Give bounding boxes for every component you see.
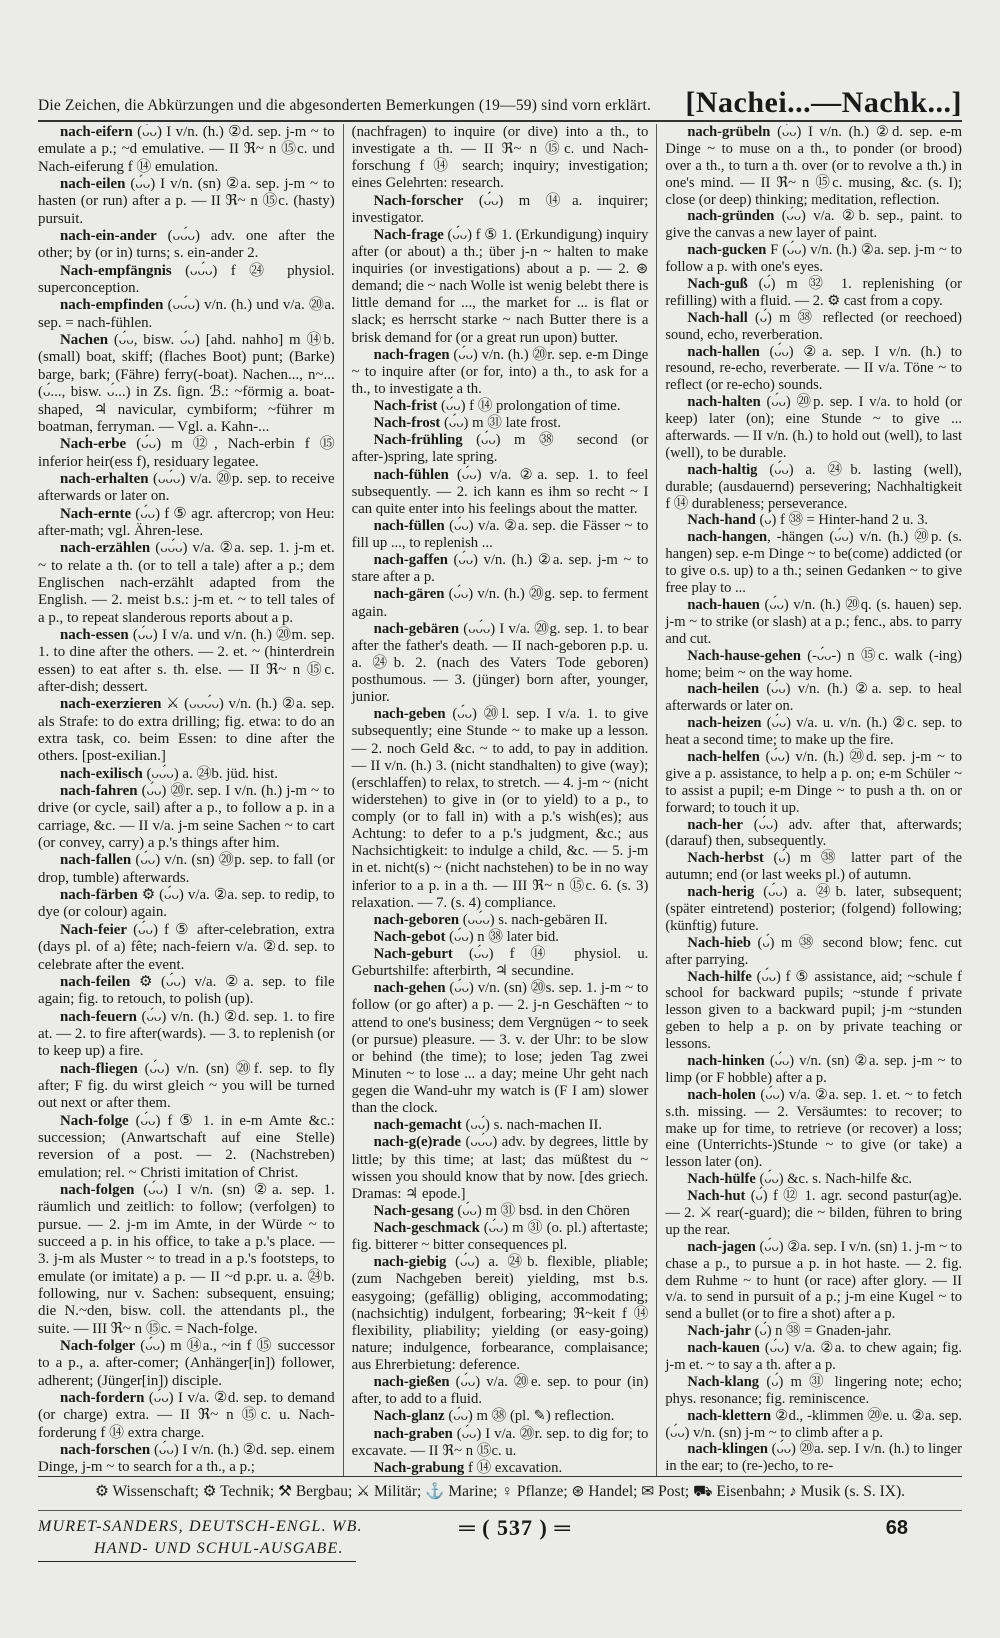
dictionary-entry [665,648,962,682]
dictionary-entry [38,766,335,783]
dictionary-entry [38,1442,335,1476]
dictionary-entry [352,980,649,1117]
entry-headword: Nach-frost [373,415,441,432]
entry-headword: nach-heizen [687,715,762,732]
dictionary-entry [665,1323,962,1340]
entry-definition: (ᴗᴗ́ᴗ) v/a. ②a. sep. 1. j-m et. ~ to relate a th. (or to tell a tale) after a p.; dem Englischen nach-erzählt adapted from the English. — 2. meist b.s.: j-m et. ~ to tell tales of a p., to repeat slanderous reports about a p. [38,540,335,626]
entry-definition: f ⑭ excavation. [464,1459,563,1476]
dictionary-entry [665,1171,962,1188]
entry-definition: (ᴗ́ᴗ) v/n. (h.) ⑳d. sep. j-m ~ to give a p. assistance, to help a p. on; e-m Schüler ~ to assist a pupil; e-m Dinge ~ to push a th. on or forward; to touch it up. [665,748,963,816]
entry-definition: (ᴗ́ᴗ) f ⑤ 1. (Erkundigung) inquiry after (or about) a th.; über j-n ~ halten to make inquiries (or investigations) about a p. — 2. ⊛ demand; die ~ nach Wolle ist wenig belebt there is little demand for ..., the market for ... is flat or slack; es herrscht starke ~ nach Butter there is a brisk demand for (or a great run upon) butter. [351,226,649,346]
entry-definition: (ᴗ́ᴗ) m ㊳ (pl. ✎) reflection. [444,1408,615,1425]
entry-definition: (ᴗ́ᴗ) f ⑭ prolongation of time. [437,398,621,414]
entry-definition: (ᴗ́ᴗ) v/n. (sn) ⑳f. sep. to fly after; F fig. du wirst gleich ~ you will be turned out next or after them. [38,1060,335,1112]
entry-headword: nach-folgen [60,1181,135,1198]
dictionary-entry [38,783,335,852]
entry-headword: nach-jagen [687,1238,756,1255]
dictionary-entry [352,946,649,980]
entry-headword: nach-färben [60,887,138,904]
entry-headword: nach-erhalten [60,470,149,487]
dictionary-entry [38,263,335,298]
entry-headword: nach-gießen [373,1374,450,1391]
entry-headword: nach-geboren [373,911,460,928]
dictionary-entry [38,1390,335,1442]
dictionary-entry [352,1117,649,1134]
header-rule [38,120,962,122]
dictionary-entry [352,1220,649,1254]
entry-headword: Nach-glanz [373,1408,445,1425]
entry-definition: (ᴗ́ᴗ) v/n. (sn) ⑳s. sep. 1. j-m ~ to follow (or go after) a p. — 2. j-n Geschäften ~ to attend to one's business; dem Vergnügen ~ to seek (or pursue) pleasure. — 3. v. der Uhr: to be slow or behind (the time); to lose; jeden Tag zwei Minuten ~ to lose ... a day; meine Uhr geht nach gegen die Wand-uhr my watch is (F I am) slower than the clock. [351,980,649,1117]
dictionary-entry [352,518,649,552]
entry-headword: nach-fühlen [373,466,449,483]
entry-definition: (ᴗ́ᴗ) adv. after that, afterwards; (darauf) then, subsequently. [665,816,963,850]
entry-headword: Nach-gebot [373,928,446,945]
dictionary-entry [38,1061,335,1113]
entry-headword: Nach-empfängnis [60,262,172,279]
entry-headword: nach-eilen [60,176,126,193]
dictionary-entry [665,1087,962,1171]
entry-definition: (ᴗ́ᴗ) I v/n. (sn) ②a. sep. 1. räumlich und zeitlich: to follow; (verfolgen) to pursue. — 2. j-m im Amte, in der Würde ~ to succeed a p. in his office, to take a p.'s place. — 3. j-m als Muster ~ to tread in a p.'s footsteps, to emulate (or imitate) a p. — II ~d p.pr. u. a. ㉔b. following, nur v. Sachen: subsequent, ensuing; die N.~den, bisw. coll. the attendants pl., the suite. — III ℜ~ n ⑮c. = Nach-folge. [38,1181,335,1337]
entry-definition: (ᴗ́ᴗ) ⑳l. sep. I v/a. 1. to give subsequently; eine Stunde ~ to make up a lesson. — 2. noch Geld &c. ~ to add, to pay in addition. — II v/n. (h.) 3. (nicht standhalten) to give (way); (erschlaffen) to relax, to stretch. — 4. j-m ~ (nicht widerstehen) to give in (or to yield) to a p., to comply (or to fall in) with a p.'s wish(es); aus Achtung: to defer to a p.'s judgment, &c.; aus Nachsichtigkeit: to indulge a child, &c. — 5. j-m in et. nicht(s) ~ (nicht nachstehen) to be in no way inferior to a p. in a th. — III ℜ~ n ⑮c. 6. (s. 3) relaxation. — 7. (s. 4) compliance. [351,706,649,911]
entry-headword: nach-exilisch [60,765,143,782]
entry-headword: nach-exerzieren [60,696,162,713]
entry-headword: Nach-hand [687,512,756,529]
dictionary-entry [38,1182,335,1338]
entry-definition: (ᴗ́ᴗ) v/n. (h.) ⑳r. sep. e-m Dinge ~ to inquire after (or for, into) a th., to ask for a th., to investigate a th. [351,346,649,397]
entry-definition: ⚙ (ᴗ́ᴗ) v/a. ②a. sep. to file again; fig. to retouch, to polish (up). [38,973,335,1008]
entry-headword: Nach-geschmack [373,1220,480,1236]
entry-headword: Nach-hall [687,309,748,326]
dictionary-entry [665,817,962,851]
entry-definition: (ᴗ́) m ㊳ reflected (or reechoed) sound, echo, reverberation. [665,309,963,343]
dictionary-entry [665,512,962,529]
dictionary-entry [665,124,962,208]
entry-definition: (ᴗ́ᴗ) m ⑫, Nach-erbin f ⑮ inferior heir(ess f), residuary legatee. [38,436,335,470]
dictionary-entry [352,912,649,929]
entry-definition: ⚙ (ᴗ́ᴗ) v/a. ②a. sep. to redip, to dye (or colour) again. [38,887,335,921]
entry-headword: nach-helfen [687,748,760,765]
header-note: Die Zeichen, die Abkürzungen und die abgesonderten Bemerkungen (19—59) sind vorn erklärt. [38,97,652,114]
imprint-title: MURET-SANDERS, DEUTSCH-ENGL. WB. [38,1518,363,1535]
entry-definition: (ᴗᴗ́ᴗ) v/n. (h.) und v/a. ⑳a. sep. = nach-fühlen. [38,297,335,331]
entry-definition: (ᴗ́ᴗ) m ㉛ (o. pl.) aftertaste; fig. bitterer ~ bitter consequences pl. [351,1220,649,1254]
dictionary-entry [665,715,962,749]
entry-definition: (ᴗ́ᴗ) f ⑤ after-celebration, extra (days pl. of a) fête; nach-feiern v/a. ②d. sep. to celebrate after the event. [38,921,335,973]
entry-definition: (ᴗ́) n ㊳ = Gnaden-jahr. [750,1323,892,1340]
entry-definition: (ᴗ́ᴗ) ⑳p. sep. I v/a. to hold (or keep) later (on); eine Stunde ~ to give ... afterwards. — II v/n. (h.) to hold out (well), to last (well), to be durable. [665,394,963,461]
entry-headword: Nach-feier [60,921,127,938]
entry-headword: nach-her [687,816,743,833]
footer-rule-2 [38,1510,962,1511]
dictionary-entry [665,462,962,513]
entry-headword: nach-hangen [687,529,768,546]
entry-definition: (ᴗ́ᴗ) v/a. u. v/n. (h.) ②c. sep. to heat a second time; to make up the fire. [665,715,963,749]
entry-headword: Nach-herbst [687,850,764,867]
entry-definition: (ᴗ́ᴗ) ⑳a. sep. I v/n. (h.) to linger in the ear; to (re-)echo, to re- [665,1441,963,1475]
column-left [38,124,343,1476]
entry-headword: nach-hallen [687,343,760,360]
dictionary-entry [352,347,649,398]
entry-definition: (ᴗ́ᴗ) v/a. ②a. to chew again; fig. j-m et. ~ to say a th. after a p. [665,1340,963,1374]
entry-definition: (ᴗ́ᴗ) m ⑭a., ~in f ⑮ successor to a p., a. after-comer; (Anhänger[in]) follower, adherent; (Jünger[in]) disciple. [38,1338,335,1389]
entry-definition: (ᴗ́ᴗ) I v/n. (sn) ②a. sep. j-m ~ to hasten (or run) after a p. — II ℜ~ n ⑮c. (hasty) pursuit. [38,176,335,227]
entry-definition: (ᴗ́) m ㊳ latter part of the autumn; end (or last weeks pl.) of autumn. [665,850,963,884]
dictionary-entry [352,1426,649,1460]
entry-columns [38,124,962,1476]
dictionary-entry [38,297,335,332]
entry-headword: Nach-hilfe [687,968,752,985]
entry-definition: (ᴗ́ᴗ) m ㊳ second (or after-)spring, late spring. [351,432,649,466]
entry-definition: (ᴗᴗ́ᴗ) I v/a. ⑳g. sep. 1. to bear after the father's death. — II nach-geboren p.p. u. a. ㉔b. 2. (nach des Vaters Tode geboren) posthumous. — 3. (jünger) born after, younger, junior. [351,620,649,706]
entry-headword: Nach-hülfe [687,1171,756,1188]
dictionary-entry [665,344,962,395]
leaf-number: 68 [885,1517,908,1539]
entry-headword: nach-eifern [60,124,133,140]
entry-definition: (nachfragen) to inquire (or dive) into a th., to investigate a th. — II ℜ~ n ⑮c. und Nach-forschung f ⑭ search; inquiry; investigation; eines Gelehrten: research. [351,124,649,192]
entry-headword: nach-g(e)rade [373,1134,461,1151]
entry-headword: nach-graben [373,1425,453,1442]
dictionary-entry [352,193,649,227]
entry-definition: (ᴗ́) f ㊳ = Hinter-hand 2 u. 3. [755,512,929,529]
entry-definition: (ᴗ́ᴗ) v/a. ②a. sep. 1. to feel subsequently. — 2. ich kann es ihm so recht ~ I can quite enter into his feelings about the matter. [351,466,649,517]
entry-headword: nach-halten [687,394,761,411]
entry-definition: (ᴗ́ᴗ) v/a. ⑳e. sep. to pour (in) after, to add to a fluid. [351,1374,649,1408]
entry-definition: (ᴗ́ᴗ, bisw. ᴗ́ᴗ) [ahd. nahho] m ⑭b. (small) boat, skiff; (flaches Boot) punt; (Barke) barge, bark; (Fähre) ferry(-boat). Nachen..., n~... (ᴗ́..., bisw. ᴗ́...) in Zs. ſign. ℬ.: ~förmig a. boat-shaped, ♃ navicular, cymbiform; ~führer m boatman, ferryman. — Vgl. a. Kahn-... [38,332,335,435]
entry-headword: nach-geben [373,706,446,723]
dictionary-entry [352,398,649,415]
entry-headword: nach-fordern [60,1390,145,1407]
entry-definition: , -hängen (ᴗ́ᴗ) v/n. (h.) ⑳p. (s. hangen) sep. e-m Dinge ~ to be(come) addicted (or to give o.s. up) to a th.; seinen Gedanken ~ to give free play to ... [665,529,963,597]
dictionary-entry [352,706,649,912]
page-number: ═ ( 537 ) ═ [459,1515,571,1540]
entry-headword: nach-fliegen [60,1060,138,1077]
dictionary-entry [352,1134,649,1203]
footer-rule [38,1476,962,1477]
entry-headword: nach-feuern [60,1008,137,1025]
dictionary-entry [38,922,335,974]
dictionary-entry [38,471,335,506]
entry-definition: (ᴗ́) m ㉜ 1. replenishing (or refilling) with a fluid. — 2. ⚙ cast from a copy. [665,276,963,309]
dictionary-entry [665,681,962,715]
entry-definition: (ᴗᴗ́ᴗ) v/a. ⑳p. sep. to receive afterwards or later on. [38,470,335,505]
dictionary-entry [38,1113,335,1182]
entry-headword: Nach-ernte [60,505,132,522]
entry-headword: nach-erzählen [60,540,151,557]
entry-headword: Nach-frist [373,398,438,414]
entry-definition: (ᴗ́ᴗ) v/a. ②a. sep. 1. et. ~ to fetch s.th. missing. — 2. Versäumtes: to recover; to make up for time, to retrieve (or recover) a loss; eine (Unterrichts-)Stunde ~ to give (or take) a lesson later (on). [665,1086,963,1171]
entry-definition: F (ᴗ́ᴗ) v/n. (h.) ②a. sep. j-m ~ to follow a p. with one's eyes. [665,242,963,276]
entry-headword: nach-heilen [687,681,760,698]
entry-definition: (ᴗ́ᴗ) v/n. (h.) ②a. sep. j-m ~ to stare after a p. [351,552,649,586]
imprint-edition: HAND- UND SCHUL-AUSGABE. [38,1538,356,1562]
dictionary-entry [352,929,649,946]
entry-headword: Nach-folger [60,1338,136,1355]
dictionary-entry [352,227,649,347]
entry-definition: (ᴗ́ᴗ) m ㉛ late frost. [440,415,562,432]
entry-headword: nach-hauen [687,596,760,613]
entry-definition: (ᴗ́ᴗ) m ⑭a. inquirer; investigator. [351,192,649,226]
entry-definition: (ᴗ́ᴗ) v/a. ②b. sep., paint. to give the canvas a new layer of paint. [665,208,963,242]
dictionary-entry [38,436,335,471]
dictionary-entry [352,1408,649,1425]
entry-headword: Nach-grabung [373,1459,465,1476]
entry-headword: nach-ein-ander [60,228,157,245]
entry-definition: (ᴗ́ᴗ) a. ㉔b. lasting (well), durable; (ausdauernd) persevering; Nachhaltigkeit f ⑭ durableness; perseverance. [665,461,963,512]
dictionary-entry [38,540,335,627]
dictionary-entry [665,935,962,969]
entry-definition: (ᴗ́ᴗ) v/n. (h.) ⑳g. sep. to ferment again. [351,586,649,620]
entry-definition: ⚔ (ᴗᴗᴗ́ᴗ) v/n. (h.) ②a. sep. als Strafe: to do extra drilling; fig. etwa: to do an extra task, co. beim Essen: to dine after the others. [post-exilian.] [38,696,335,765]
dictionary-entry [665,1441,962,1475]
entry-definition: (ᴗᴗ́ᴗ) adv. by degrees, little by little; by this time; at last; das müßtest du ~ wissen you should know that by now. [des griech. Dramas: ♃ epode.] [351,1134,649,1202]
dictionary-entry [665,1053,962,1087]
dictionary-entry [665,1408,962,1442]
entry-definition: (ᴗ́ᴗ) f ⑤ 1. in e-m Amte &c.: succession; (Anwartschaft auf eine Stelle) reversion of a post. — 2. (Nachstreben) emulation; rel. ~ Christi imitation of Christ. [38,1112,335,1181]
column-middle [343,124,657,1476]
entry-headword: nach-forschen [60,1442,151,1459]
entry-definition: (ᴗ́ᴗ) f ⑤ agr. aftercrop; von Heu: after-math; vgl. Ähren-lese. [38,505,335,539]
entry-definition: (ᴗ́ᴗ) I v/n. (h.) ②d. sep. einem Dinge, j-m ~ to search for a th., a p.; [38,1442,335,1476]
dictionary-entry [352,1374,649,1408]
entry-definition: (-ᴗ́ᴗ-) n ⑮c. walk (-ing) home; beim ~ on the way home. [665,647,963,681]
page-header [38,78,962,120]
dictionary-entry [665,529,962,597]
entry-definition: (ᴗ́ᴗ) f ⑤ assistance, aid; ~schule f school for backward pupils; ~stunde f private lesson given to a backward pupil; j-m ~stunden geben to help a p. on by private teaching or lessons. [665,968,963,1053]
entry-definition: (ᴗ́ᴗ) v/a. ②a. sep. die Fässer ~ to fill up ..., to replenish ... [351,517,649,551]
dictionary-entry [665,1188,962,1239]
dictionary-entry [352,1254,649,1374]
dictionary-entry [38,1009,335,1061]
entry-headword: Nach-guß [687,276,748,293]
entry-definition: (ᴗ́ᴗ) f ⑭ physiol. u. Geburtshilfe: afterbirth, ♃ secundine. [351,946,649,980]
entry-headword: nach-herig [687,884,755,901]
entry-headword: nach-gründen [687,208,775,225]
header-range: [Nachei...—Nachk...] [685,86,962,119]
dictionary-entry [38,696,335,765]
dictionary-entry [352,1203,649,1220]
dictionary-entry [665,749,962,817]
dictionary-entry [38,852,335,887]
entry-definition: (ᴗ́ᴗ) n ㊳ later bid. [445,928,559,945]
dictionary-entry [352,586,649,620]
entry-headword: nach-gebären [373,620,460,637]
dictionary-entry [352,467,649,518]
entry-headword: nach-empfinden [60,297,164,314]
dictionary-entry [352,1460,649,1476]
dictionary-entry [665,208,962,242]
entry-definition: (ᴗ́) m ㊳ second blow; fenc. cut after parrying. [665,934,963,968]
entry-definition: (ᴗᴗ́ᴗ) a. ㉔b. jüd. hist. [142,765,278,782]
entry-definition: (ᴗ́ᴗ) a. ㉔b. flexible, pliable; (zum Nachgeben bereit) yielding, mst b.s. easygoing; (gefällig) obliging, accommodating; (nachsichtig) indulgent, forbearing; ℜ~keit f ⑭ flexibility, pliability; yielding (or easy-going) nature; indulgence, forbearance, complaisance; aus Ehrerbietung: deference. [351,1254,649,1373]
entry-definition: (ᴗ́ᴗ) ②a. sep. I v/n. (sn) 1. j-m ~ to chase a p., to pursue a p. in hot haste. — 2. fig. dem Ruhme ~ to hunt (or race) after glory. — II v/a. to send in pursuit of a p.; j-m eine Kugel ~ to send a bullet (or to fire a shot) after a p. [665,1238,963,1323]
entry-headword: nach-gaffen [373,552,448,569]
entry-definition: (ᴗ́) m ㉛ lingering note; echo; phys. resonance; fig. reminiscence. [665,1373,963,1407]
entry-definition: (ᴗ́ᴗ) v/n. (sn) ⑳p. sep. to fall (or drop, tumble) afterwards. [38,852,335,886]
dictionary-entry [38,627,335,696]
entry-headword: nach-kauen [687,1340,760,1357]
dictionary-entry [38,124,335,176]
entry-definition: (ᴗᴗ́) s. nach-machen II. [461,1117,603,1134]
dictionary-entry [665,1340,962,1374]
dictionary-entry [665,597,962,648]
entry-definition: (ᴗ́ᴗ) I v/a. und v/n. (h.) ⑳m. sep. 1. to dine after the others. — 2. et. ~ (hinterdrein essen) to eat after s. th. else. — II ℜ~ n ⑮c. after-dish; dessert. [38,626,335,695]
entry-headword: nach-haltig [687,461,758,478]
entry-headword: Nach-jahr [687,1323,751,1340]
dictionary-entry [38,176,335,228]
entry-headword: Nach-frage [373,226,444,243]
entry-headword: nach-fragen [373,346,450,363]
entry-definition: (ᴗ́ᴗ) v/n. (h.) ②a. sep. to heal afterwards or later on. [665,681,963,715]
entry-headword: Nach-gesang [373,1202,454,1219]
entry-definition: (ᴗ́ᴗ) a. ㉔b. later, subsequent; (später eintretend) posterior; (folgend) following; (künftig) future. [665,884,963,934]
entry-headword: nach-klingen [687,1441,768,1458]
entry-headword: nach-hinken [687,1052,765,1069]
entry-definition: (ᴗ́) f ⑫ 1. agr. second pastur(ag)e. — 2. ⚔ rear(-guard); die ~ bilden, führen to bring up the rear. [665,1188,963,1238]
entry-headword: nach-essen [60,626,129,643]
dictionary-entry [352,552,649,586]
dictionary-entry [38,887,335,922]
entry-headword: nach-klettern [687,1407,772,1424]
entry-definition: (ᴗ́ᴗ) I v/a. ⑳r. sep. to dig for; to excavate. — II ℜ~ n ⑮c. u. [351,1425,649,1459]
entry-definition: (ᴗᴗ́ᴗ) s. nach-gebären II. [459,911,608,928]
entry-definition: (ᴗ́ᴗ) v/n. (sn) ②a. sep. j-m ~ to limp (or F hobble) after a p. [665,1052,963,1086]
entry-headword: nach-grübeln [687,124,771,140]
dictionary-entry [665,394,962,462]
entry-headword: Nach-folge [60,1112,129,1129]
dictionary-entry [38,228,335,263]
entry-headword: nach-gemacht [373,1117,462,1134]
entry-definition: (ᴗ́ᴗ) I v/a. ②d. sep. to demand (or charge) extra. — II ℜ~ n ⑮c. u. Nach-forderung f ⑭ extra charge. [38,1390,335,1441]
dictionary-entry [665,1374,962,1408]
entry-headword: nach-gucken [687,242,767,259]
column-right [656,124,962,1476]
dictionary-entry [38,506,335,541]
dictionary-entry [38,332,335,436]
entry-definition: (ᴗ́ᴗ) v/n. (h.) ⑳q. (s. hauen) sep. j-m ~ to strike (or slash) at a p.; fenc., abs. to parry and cut. [665,596,963,647]
entry-definition: ②d., -klimmen ⑳e. u. ②a. sep. (ᴗ́ᴗ) v/n. (sn) j-m ~ to climb after a p. [665,1407,963,1441]
entry-headword: nach-gehen [373,980,446,997]
entry-headword: nach-feilen [60,973,131,990]
entry-definition: (ᴗ́ᴗ) m ㉛ bsd. in den Chören [453,1202,630,1219]
entry-definition: (ᴗ́ᴗ) I v/n. (h.) ②d. sep. j-m ~ to emulate a p.; ~d emulative. — II ℜ~ n ⑮c. und Nach-eiferung f ⑭ emulation. [38,124,335,175]
entry-headword: nach-füllen [373,517,445,534]
entry-definition: (ᴗ́ᴗ) ②a. sep. I v/n. (h.) to resound, re-echo, reverberate. — II v/a. Töne ~ to reflect (or re-echo) sounds. [665,343,963,394]
entry-headword: Nach-hause-gehen [687,647,801,664]
dictionary-entry [665,969,962,1053]
dictionary-entry [665,850,962,884]
entry-definition: (ᴗᴗ́ᴗ) f ㉔ physiol. superconception. [38,262,335,297]
entry-headword: nach-giebig [373,1254,447,1271]
entry-headword: Nach-erbe [60,436,127,453]
entry-definition: (ᴗ́ᴗ) v/n. (h.) ②d. sep. 1. to fire at. — 2. to fire after(wards). — 3. to replenish (or to keep up) a fire. [38,1008,335,1060]
dictionary-entry [665,1239,962,1323]
dictionary-entry [38,1338,335,1390]
dictionary-entry [665,884,962,935]
imprint [38,1516,398,1562]
entry-headword: Nach-forscher [373,192,464,209]
dictionary-entry [352,621,649,707]
entry-headword: nach-holen [687,1086,756,1103]
entry-definition: (ᴗ́ᴗ) ⑳r. sep. I v/n. (h.) j-m ~ to drive (or cycle, sail) after a p., to follow a p. in a carriage, &c. — II v/a. j-m seine Sachen ~ to cart (or convey, carry) a p.'s things after him. [38,783,335,852]
entry-headword: Nach-frühling [373,432,463,449]
dictionary-entry [352,124,649,193]
entry-headword: nach-gären [373,586,445,603]
symbol-legend: ⚙ Wissenschaft; ⚙ Technik; ⚒ Bergbau; ⚔ Militär; ⚓ Marine; ♀ Pflanze; ⊛ Handel; ✉ Post; ⛟ Eisenbahn; ♪ Musik (s. S. IX). [94,1483,906,1500]
entry-definition: (ᴗᴗ́ᴗ) adv. one after the other; by (or in) turns; s. ein-ander 2. [38,228,335,262]
entry-headword: nach-fallen [60,852,132,869]
dictionary-entry [352,415,649,432]
entry-definition: (ᴗ́ᴗ) I v/n. (h.) ②d. sep. e-m Dinge ~ to muse on a th., to ponder (or brood) over a th., to turn a th. over (or to revolve a th.) in one's mind. — II ℜ~ n ⑮c. musing, &c. (s. I); close (or deep) thinking; meditation, reflection. [665,124,963,208]
dictionary-entry [665,310,962,344]
entry-headword: nach-fahren [60,783,138,800]
entry-headword: Nach-hieb [687,934,751,951]
entry-definition: (ᴗ́ᴗ) &c. s. Nach-hilfe &c. [755,1171,913,1188]
entry-headword: Nach-klang [687,1373,760,1390]
entry-headword: Nachen [60,332,108,349]
entry-headword: Nach-hut [687,1188,746,1205]
entry-headword: Nach-geburt [373,946,453,962]
dictionary-entry [665,242,962,276]
dictionary-entry [38,974,335,1009]
dictionary-entry [352,432,649,466]
dictionary-entry [665,276,962,310]
